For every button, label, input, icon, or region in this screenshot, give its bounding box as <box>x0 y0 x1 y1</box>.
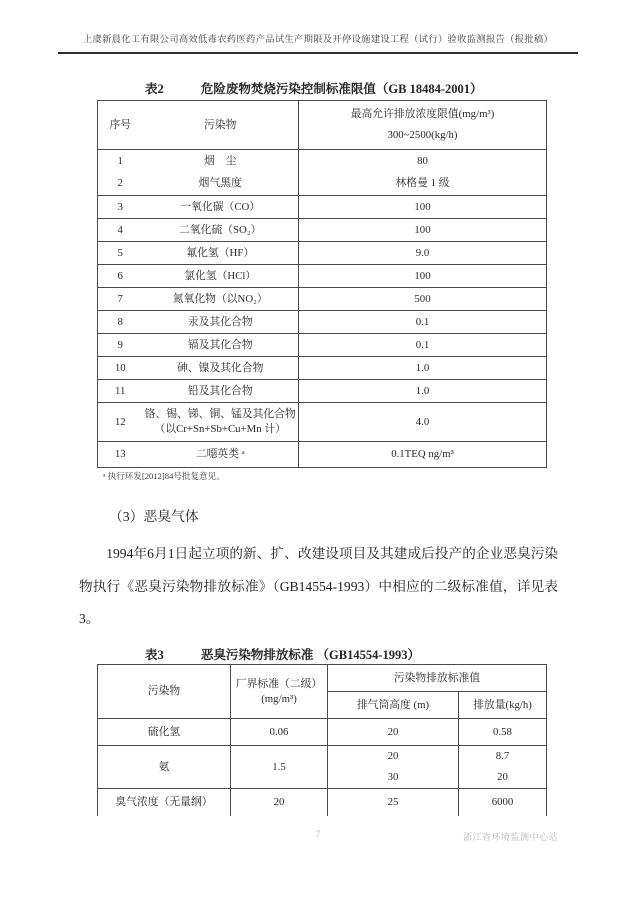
table-row <box>98 265 547 288</box>
emission-rate-value: 8.7 <box>495 750 510 762</box>
table-row <box>98 219 547 242</box>
row-value: 80 <box>299 150 547 173</box>
row-stack-height: 20 <box>328 719 459 746</box>
table-row <box>98 789 547 816</box>
table2-limit-line2: 300~2500(kg/h) <box>387 129 458 141</box>
row-no: 3 <box>98 196 143 219</box>
boundary-line1: 厂界标准（二级） <box>235 677 323 690</box>
row-no: 11 <box>98 380 143 403</box>
row-pollutant: 氨 <box>98 746 231 789</box>
row-emission-rate <box>459 746 547 789</box>
page-number: 7 <box>315 829 321 839</box>
row-pollutant: 氯化氢（HCl） <box>143 265 299 288</box>
row-no: 9 <box>98 334 143 357</box>
row-no: 7 <box>98 288 143 311</box>
row-pollutant: 铅及其化合物 <box>143 380 299 403</box>
row-pollutant-line1: 铬、锡、锑、铜、锰及其化合物 <box>144 408 296 421</box>
row-value: 0.1 <box>299 334 547 357</box>
row-boundary: 1.5 <box>231 746 328 789</box>
table-row <box>98 196 547 219</box>
table-row <box>98 442 547 468</box>
table-row <box>98 173 547 196</box>
page-header <box>58 34 578 54</box>
row-value: 1.0 <box>299 380 547 403</box>
row-pollutant: 烟 尘 <box>143 150 299 173</box>
row-no: 4 <box>98 219 143 242</box>
table3-caption <box>97 645 546 663</box>
row-stack-height: 25 <box>328 789 459 816</box>
table2-header-row <box>98 101 547 150</box>
table-row <box>98 311 547 334</box>
row-no: 1 <box>98 150 143 173</box>
row-pollutant: 烟气黑度 <box>143 173 299 196</box>
table-row <box>98 403 547 442</box>
row-no: 2 <box>98 173 143 196</box>
row-stack-height <box>328 746 459 789</box>
table2-footnote: ᵃ 执行环发[2012]84号批复意见。 <box>103 471 225 481</box>
row-value: 4.0 <box>299 403 547 442</box>
row-pollutant: 镉及其化合物 <box>143 334 299 357</box>
table-row <box>98 150 547 173</box>
row-value: 0.1TEQ ng/m³ <box>299 442 547 468</box>
row-emission-rate: 0.58 <box>459 719 547 746</box>
table2-col-pollutant: 污染物 <box>143 101 299 150</box>
table-row <box>98 719 547 746</box>
row-no: 10 <box>98 357 143 380</box>
table2-limit-line1: 最高允许排放浓度限值(mg/m³) <box>350 107 495 120</box>
stack-height-value: 30 <box>387 771 399 783</box>
table3-col-emission-rate: 排放量(kg/h) <box>459 692 547 719</box>
odor-pollutant-standards-table <box>97 664 547 816</box>
row-pollutant: 氟化氢（HF） <box>143 242 299 265</box>
table3-col-pollutant: 污染物 <box>98 665 231 719</box>
row-pollutant: 二氧化硫（SO₂） <box>143 219 299 242</box>
row-pollutant: 砷、镍及其化合物 <box>143 357 299 380</box>
table-row <box>98 334 547 357</box>
row-no: 13 <box>98 442 143 468</box>
row-pollutant: 氮氧化物（以NO₂） <box>143 288 299 311</box>
table2-col-no: 序号 <box>98 101 143 150</box>
row-value: 1.0 <box>299 357 547 380</box>
row-no: 12 <box>98 403 143 442</box>
row-pollutant: 汞及其化合物 <box>143 311 299 334</box>
table2-caption-label: 表2 <box>145 82 164 96</box>
table2-caption <box>97 79 546 97</box>
table3-col-emission-group: 污染物排放标准值 <box>328 665 547 692</box>
table3-header-row-1 <box>98 665 547 692</box>
row-boundary: 20 <box>231 789 328 816</box>
row-value: 9.0 <box>299 242 547 265</box>
table-row <box>98 357 547 380</box>
row-value: 100 <box>299 265 547 288</box>
table3-caption-label: 表3 <box>145 648 164 662</box>
table3-col-stack-height: 排气筒高度 (m) <box>328 692 459 719</box>
row-emission-rate: 6000 <box>459 789 547 816</box>
table2-col-limit <box>299 101 547 150</box>
row-pollutant <box>143 403 299 442</box>
row-pollutant: 二噁英类 ᵃ <box>143 442 299 468</box>
row-value: 0.1 <box>299 311 547 334</box>
stack-height-value: 20 <box>387 750 399 762</box>
body-paragraph: 1994年6月1日起立项的新、扩、改建设项目及其建成后投产的企业恶臭污染物执行《恶臭污染物排放标准》（GB14554-1993）中相应的二级标准值，详见表3。 <box>79 546 558 626</box>
table-row <box>98 242 547 265</box>
hazardous-waste-incineration-limits-table <box>97 100 547 468</box>
table3-col-boundary <box>231 665 328 719</box>
row-pollutant: 硫化氢 <box>98 719 231 746</box>
table3-caption-title: 恶臭污染物排放标准 （GB14554-1993） <box>200 648 420 662</box>
table2-caption-title: 危险废物焚烧污染控制标准限值（GB 18484-2001） <box>200 82 483 96</box>
row-value: 100 <box>299 196 547 219</box>
table-row <box>98 746 547 789</box>
row-no: 8 <box>98 311 143 334</box>
table-row <box>98 288 547 311</box>
row-pollutant-line2: （以Cr+Sn+Sb+Cu+Mn 计） <box>154 423 286 435</box>
row-no: 5 <box>98 242 143 265</box>
row-no: 6 <box>98 265 143 288</box>
table-row <box>98 380 547 403</box>
emission-rate-value: 20 <box>497 771 508 783</box>
row-boundary: 0.06 <box>231 719 328 746</box>
row-pollutant: 臭气浓度（无量纲） <box>98 789 231 816</box>
row-pollutant: 一氧化碳（CO） <box>143 196 299 219</box>
section-heading: （3）恶臭气体 <box>109 509 199 524</box>
boundary-line2: (mg/m³) <box>261 692 297 705</box>
footer-watermark: 浙江省环境监测中心站 <box>462 832 558 842</box>
header-title: 上虞新晨化工有限公司高效低毒农药医药产品试生产期限及开停设施建设工程（试行）验收监测报告（报批稿） <box>82 35 554 45</box>
row-value: 500 <box>299 288 547 311</box>
row-value: 100 <box>299 219 547 242</box>
row-value: 林格曼 1 级 <box>299 173 547 196</box>
